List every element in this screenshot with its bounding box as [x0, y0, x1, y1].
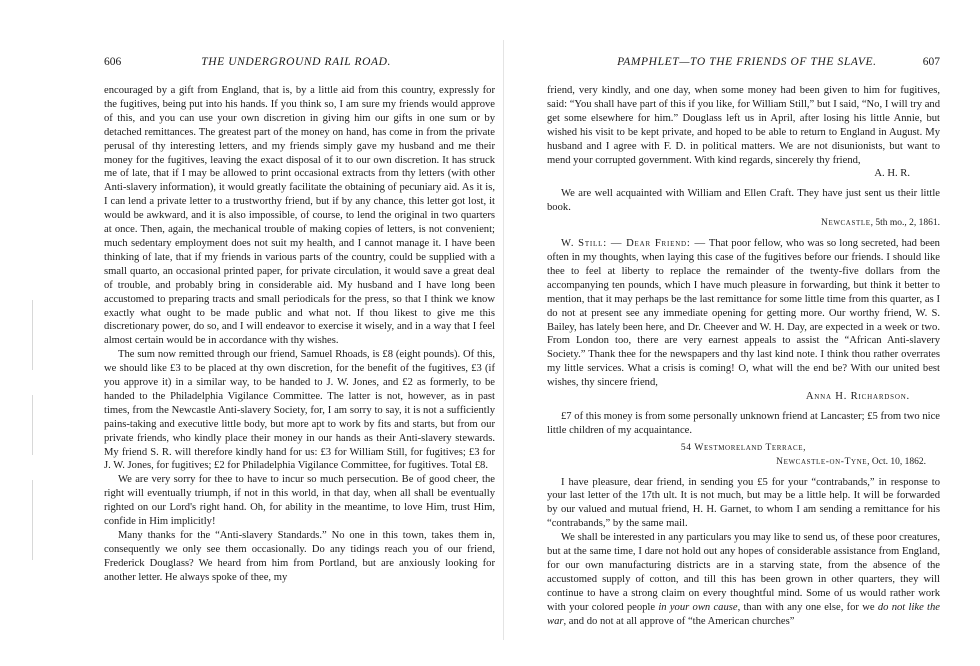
right-page-body: [547, 84, 940, 629]
paragraph-last: [547, 531, 940, 628]
signature-name: Anna H. Richardson.: [805, 391, 910, 403]
text-run: , and do not at all approve of “the American churches”: [563, 615, 795, 627]
running-title-right: PAMPHLET—TO THE FRIENDS OF THE SLAVE.: [617, 56, 877, 68]
emphasis: do not like the war: [547, 601, 941, 627]
page-number-right: 607: [922, 56, 940, 68]
text-run: We shall be interested in any particulars you may like to send us, of these poor creatures, but at the same time, I dare not hold out any hopes of considerable assistance from England, for our own manufacturing districts are in a starving state, from the absence of the accustomed supply of cotton, and till this has been grown in other quarters, they will continue to have a strong claim on every thoughtful mind. Some of us would rather work with your colored people: [547, 532, 940, 613]
letter-paragraph: [547, 237, 940, 390]
left-page-body: [104, 84, 495, 585]
address-place: Newcastle-on-Tyne: [776, 456, 868, 467]
right-page: [505, 0, 980, 666]
emphasis: in your own cause: [658, 601, 738, 613]
dateline-place: Newcastle: [821, 218, 871, 229]
letter-salutation: W. Still: — Dear Friend: —: [561, 238, 706, 250]
address-block: [547, 442, 940, 470]
right-page-header: [547, 56, 940, 74]
running-title-left: THE UNDERGROUND RAIL ROAD.: [201, 56, 392, 68]
page-number-left: 606: [104, 56, 122, 68]
signature-initials: A. H. R.: [874, 168, 910, 180]
paragraph: £7 of this money is from some personally unknown friend at Lancaster; £5 from two nice little children of my acquaintance.: [547, 410, 940, 436]
dateline-date: , 5th mo., 2, 1861.: [870, 218, 940, 229]
paragraph: The sum now remitted through our friend, Samuel Rhoads, is £8 (eight pounds). Of this, we should like £3 to be placed at thy own discretion, for the benefit of the fugitives, £3 (if you approve it) in a similar way, to be handed to J. W. Jones, and £2 as formerly, to be handed to the Philadelphia Vigilance Committee. The latter is not, however, as in past times, from the Newcastle Anti-slavery Society, for, I am sorry to say, it is not a sufficiently pains-taking and executive little body, but more apt to work by fits and starts, but from our private friends, who kindly place their money in our hands as their Anti-slavery stewards. My friend S. R. will therefore kindly hand for us: £3 for William Still, for fugitives; £3 for J. W. Jones, for fugitives; £2 for Philadelphia Vigilance Committee, for fugitives. Total £8.: [104, 349, 495, 472]
paragraph: friend, very kindly, and one day, when some money had been given to him for fugitives, said: “You shall have part of this if you like, for William Still,” but I said, “No, I will try and get some elsewhere for him.” Douglass left us in April, after losing his little Annie, but wished his visit to be kept private, and hoped to be able to return to England in August. My husband and I agree with F. D. in political matters. We are not disunionists, but want to mend your corrupted government. With kind regards, sincerely thy friend,: [547, 85, 940, 166]
letter-body: That poor fellow, who was so long secreted, had been often in my thoughts, when laying this case of the fugitives before our friends. I should like thee to feel at liberty to replace the remainder of the twenty-five dollars from the accompanying ten pounds, which I have much pleasure in forwarding, but think it better to mention, that it may perhaps be the last remittance for some little time from this quarter, as I do not at present see any immediate opening for getting more. Our worthy friend, W. S. Bailey, has lately been here, and Dr. Cheever and W. H. Day, are expected in a week or two. From London too, there are very earnest appeals to assist the “African Anti-slavery Society.” Thank thee for the newspapers and thy last kind note. I think thou rather overrates my little services. What a crisis is coming! O, what will the end be? With our united best wishes, thy sincere friend,: [547, 238, 940, 389]
dateline: [547, 217, 940, 231]
text-run: , than with any one else, for we: [737, 601, 878, 613]
address-city-date: [547, 456, 940, 470]
paragraph: We are very sorry for thee to have to incur so much persecution. Be of good cheer, the right will eventually triumph, if not in this world, in that day, when all shall be eventually righted on our Lord's right hand. Oh, for ability in the meantime, to love Him, trust Him, confide in Him implicitly!: [104, 474, 495, 528]
paragraph: Many thanks for the “Anti-slavery Standards.” No one in this town, takes them in, consequently we only see them occasionally. Do any tidings reach you of our friend, Frederick Douglass? We heard from him from Portland, but are anxiously looking for another letter. He always spoke of thee, my: [104, 530, 495, 583]
address-date: , Oct. 10, 1862.: [867, 456, 926, 467]
paragraph: We are well acquainted with William and Ellen Craft. They have just sent us their little book.: [547, 188, 940, 214]
paragraph: encouraged by a gift from England, that is, by a little aid from this country, expressly for the fugitives, being put into his hands. If you think so, I am sure my friends would approve of this, and you can use your own discretion in giving him our gifts in one sum or by detached remittances. The greatest part of the money on hand, has come in from the private perusal of thy interesting letters, and my friends simply gave my husband and me their money for the fugitives, leaving the exact disposal of it to our own discretion. It has struck me of late, that if I may be allowed to print occasional extracts from thy letters (with other Anti-slavery information), it would greatly facilitate the obtaining of pecuniary aid. As it is, I can lend a private letter to a trustworthy friend, but if by any chance, this letter got lost, it would be awkward, and it is also impossible, of course, to lend the original in two quarters at once. Then, again, the mechanical trouble of making copies of letters, is not convenient; much sedentary employment does not suit my health, and I cannot manage it. I have been thinking of late, that if my friends in various parts of the country, could be supplied with a small quarto, an occasional printed paper, for private circulation, it would save a great deal of trouble, and probably bring in considerable aid. My husband and I have long been accustomed to preparing tracts and small periodicals for the press, so that I think we know exactly what ought to be made public and what not. If thou likest to give me this discretionary power, do so, and I will endeavor to exercise it wisely, and in a way that I feel almost certain would be in accordance with thy wishes.: [104, 85, 495, 347]
paragraph: I have pleasure, dear friend, in sending you £5 for your “contrabands,” in response to your last letter of the 17th ult. It is not much, but may be a little help. It will be forwarded by our valued and mutual friend, H. H. Garnet, to whom I am sending a remittance for his “contrabands,” by the same mail.: [547, 476, 940, 530]
address-street: 54 Westmoreland Terrace,: [680, 442, 807, 453]
left-page-header: [104, 56, 495, 74]
